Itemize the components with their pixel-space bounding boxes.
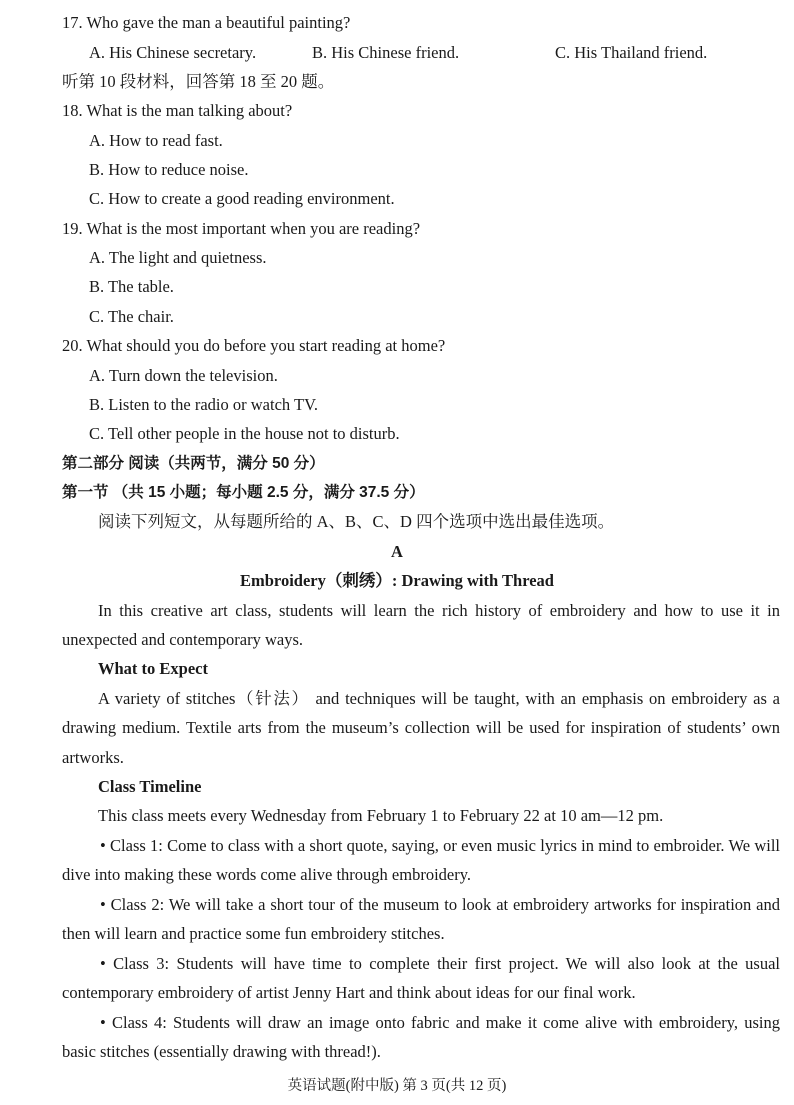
class-2-text: • Class 2: We will take a short tour of the museum to look at embroidery artworks for inspiration and then will learn and practice some fun embroidery stitches. xyxy=(62,895,780,944)
reading-instruction: 阅读下列短文，从每题所给的 A、B、C、D 四个选项中选出最佳选项。 xyxy=(98,512,615,531)
option-b: B. How to reduce noise. xyxy=(89,160,249,179)
question-17: 17. Who gave the man a beautiful painting? xyxy=(62,13,351,32)
expect-heading: What to Expect xyxy=(98,659,208,678)
page-footer: 英语试题(附中版) 第 3 页(共 12 页) xyxy=(287,1078,507,1094)
option-a: A. Turn down the television. xyxy=(89,366,278,385)
option-b: B. The table. xyxy=(89,277,174,296)
option-c: C. How to create a good reading environment. xyxy=(89,189,395,208)
expect-paragraph xyxy=(62,684,780,772)
class-3-text: • Class 3: Students will have time to complete their first project. We will also look at the usual contemporary embroidery of artist Jenny Hart and think about ideas for our final work. xyxy=(62,954,780,1003)
option-b: B. His Chinese friend. xyxy=(312,43,460,62)
option-a: A. The light and quietness. xyxy=(89,248,267,267)
timeline-heading: Class Timeline xyxy=(98,777,202,796)
passage-intro xyxy=(62,596,780,655)
class-1-text: • Class 1: Come to class with a short quote, saying, or even music lyrics in mind to embroider. We will dive into making these words come alive through embroidery. xyxy=(62,836,780,885)
option-a: A. How to read fast. xyxy=(89,131,223,150)
expect-text: A variety of stitches（针法） and techniques will be taught, with an emphasis on embroidery as a drawing medium. Textile arts from the museum’s collection will be used for inspiration of students’ own artworks. xyxy=(62,689,780,767)
class-4 xyxy=(62,1008,780,1067)
option-c: C. His Thailand friend. xyxy=(555,43,708,62)
question-19: 19. What is the most important when you are reading? xyxy=(62,219,421,238)
class-4-text: • Class 4: Students will draw an image onto fabric and make it come alive with embroidery, using basic stitches (essentially drawing with thread!). xyxy=(62,1013,780,1062)
part-2-title: 第二部分 阅读（共两节，满分 50 分） xyxy=(62,455,325,472)
question-18: 18. What is the man talking about? xyxy=(62,101,293,120)
option-b: B. Listen to the radio or watch TV. xyxy=(89,395,318,414)
class-3 xyxy=(62,949,780,1008)
intro-text: In this creative art class, students will learn the rich history of embroidery and how to use it in unexpected and contemporary ways. xyxy=(62,601,780,650)
passage-label: A xyxy=(391,542,403,561)
option-c: C. Tell other people in the house not to disturb. xyxy=(89,424,400,443)
timeline-intro: This class meets every Wednesday from February 1 to February 22 at 10 am—12 pm. xyxy=(98,806,664,825)
section-1-title: 第一节 （共 15 小题；每小题 2.5 分，满分 37.5 分） xyxy=(62,484,425,501)
class-1 xyxy=(62,831,780,890)
option-a: A. His Chinese secretary. xyxy=(89,43,257,62)
class-2 xyxy=(62,890,780,949)
passage-title: Embroidery（刺绣）: Drawing with Thread xyxy=(240,571,554,590)
option-c: C. The chair. xyxy=(89,307,174,326)
question-20: 20. What should you do before you start reading at home? xyxy=(62,336,446,355)
listening-instruction: 听第 10 段材料，回答第 18 至 20 题。 xyxy=(62,72,335,91)
